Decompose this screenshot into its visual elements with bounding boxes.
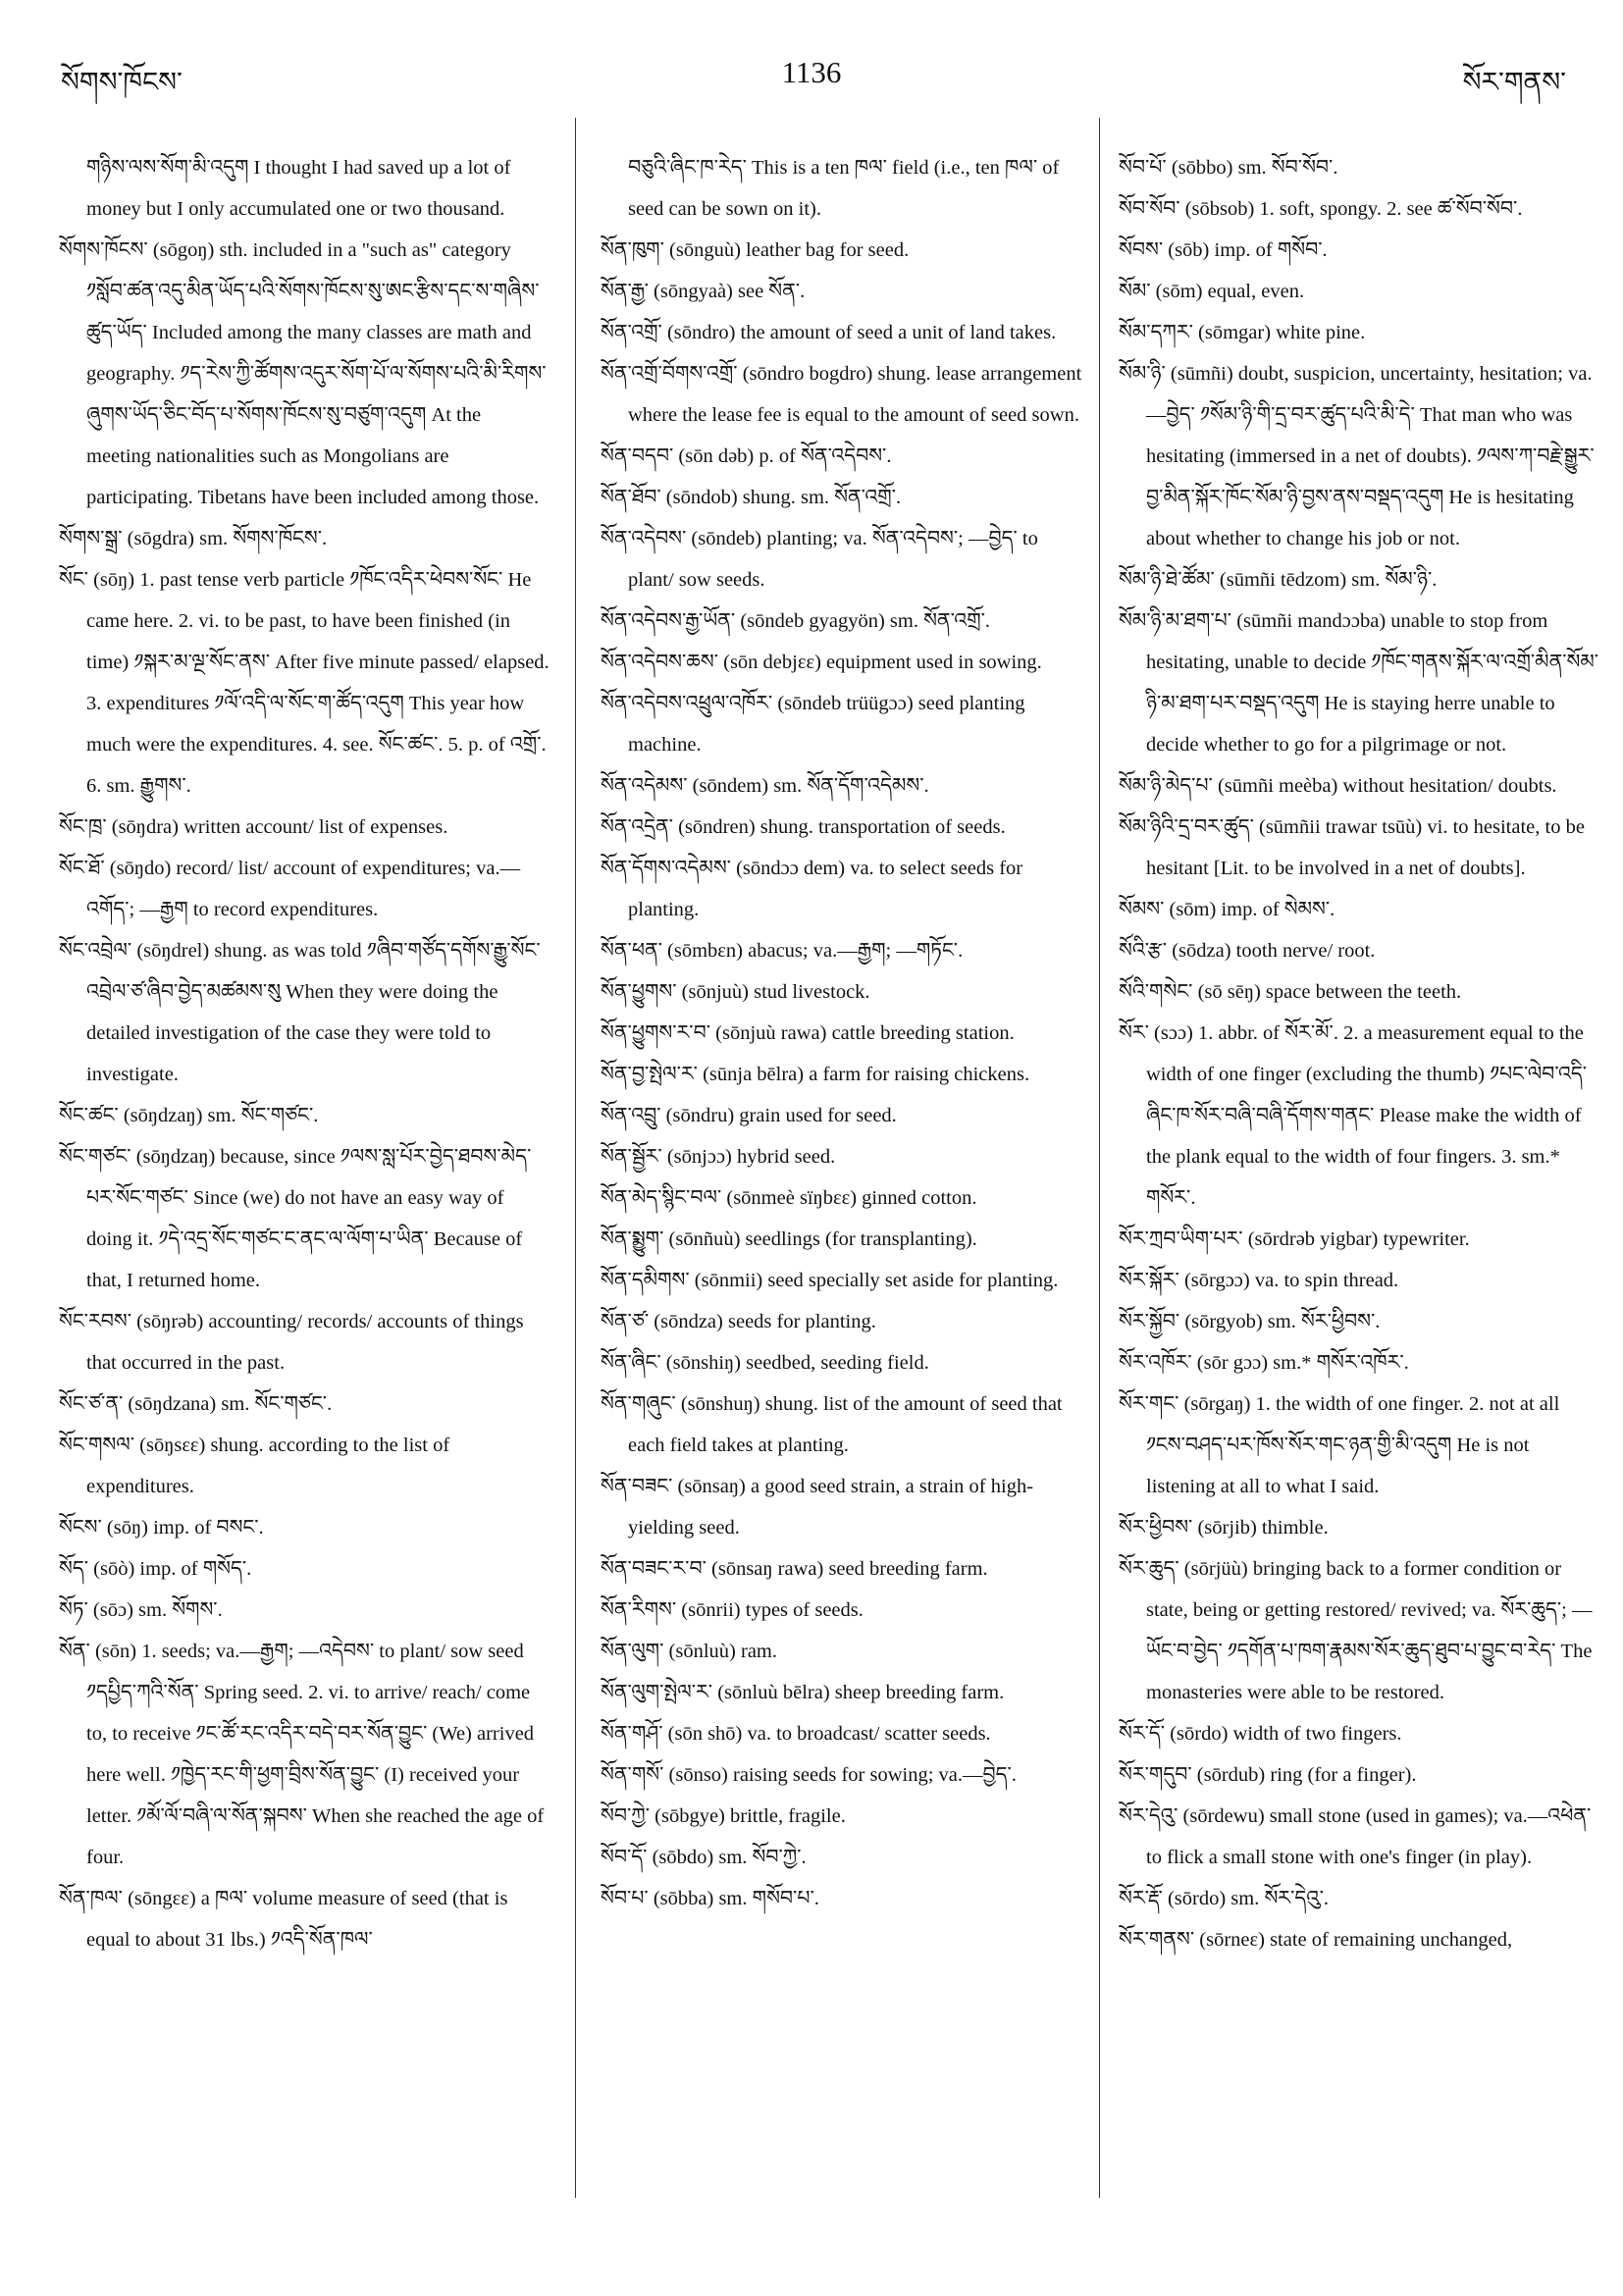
dictionary-entry: སོན་འདེམས་ (sōndem) sm. སོན་དོག་འདེམས་. bbox=[601, 775, 929, 797]
dictionary-entry: སོན་དམིགས་ (sōnmii) seed specially set aside for planting. bbox=[601, 1270, 1059, 1291]
dictionary-entry: སོར་ཆུད་ (sōrjüù) bringing back to a former condition or state, being or getting restored/ revived; va. སོར་ཆུད་; —ཡོང་བ་བྱེད་ ༡དགོན་པ་ཁག་རྣམས་སོར་ཆུད་ཐུབ་པ་བྱུང་བ་རེད་ The monasteries were able to be restored. bbox=[1119, 1558, 1593, 1703]
dictionary-entry: སོན་གཞུང་ (sōnshuŋ) shung. list of the amount of seed that each field takes at planting. bbox=[601, 1393, 1063, 1456]
dictionary-entry: སོམ་དཀར་ (sōmgar) white pine. bbox=[1119, 322, 1366, 343]
dictionary-entry: སོང་ཁྲ་ (sōŋdra) written account/ list of expenses. bbox=[59, 816, 448, 838]
dictionary-entry: སོན་མེད་སྙིང་བལ་ (sōnmeè sïŋbεε) ginned cotton. bbox=[601, 1187, 977, 1209]
dictionary-entry: སོབ་དོ་ (sōbdo) sm. སོབ་ཀྱེ་. bbox=[601, 1847, 807, 1868]
dictionary-entry: སོང་ཚང་ (sōŋdzaŋ) sm. སོང་གཙང་. bbox=[59, 1105, 319, 1126]
dictionary-entry: སོད་ (sōò) imp. of གསོད་. bbox=[59, 1558, 252, 1580]
dictionary-entry: སོན་ལུག་ (sōnluù) ram. bbox=[601, 1641, 777, 1662]
dictionary-entry: སོངས་ (sōŋ) imp. of བསང་. bbox=[59, 1517, 264, 1539]
dictionary-entry: སོན་ཕྱུགས་ (sōnjuù) stud livestock. bbox=[601, 981, 870, 1003]
dictionary-entry: སོར་དེའུ་ (sōrdewu) small stone (used in games); va.—འཕེན་ to flick a small stone with one's finger (in play). bbox=[1119, 1805, 1592, 1868]
dictionary-entry: སོའི་རྩ་ (sōdza) tooth nerve/ root. bbox=[1119, 940, 1376, 962]
dictionary-entry: སོན་འདེབས་རྒྱ་ཡོན་ (sōndeb gyagyön) sm. སོན་འགྲོ་. bbox=[601, 610, 991, 632]
column-1 bbox=[59, 147, 550, 1960]
dictionary-entry: སོང་ཐོ་ (sōŋdo) record/ list/ account of expenditures; va.—འགོད་; —རྒྱག to record expenditures. bbox=[59, 858, 521, 920]
dictionary-entry: སོམ་ཉིའི་དྲ་བར་ཚུད་ (sūmñii trawar tsūù) vi. to hesitate, to be hesitant [Lit. to be involved in a net of doubts]. bbox=[1119, 816, 1585, 879]
dictionary-entry: སོན་སྨྱུག་ (sōnñuù) seedlings (for transplanting). bbox=[601, 1228, 977, 1250]
dictionary-entry: སོང་ཙ་ན་ (sōŋdzana) sm. སོང་གཙང་. bbox=[59, 1393, 333, 1415]
dictionary-entry: སོན་གསོ་ (sōnso) raising seeds for sowing; va.—བྱེད་. bbox=[601, 1764, 1017, 1786]
entry-continuation: གཉིས་ལས་སོག་མི་འདུག I thought I had saved up a lot of money but I only accumulated one or two thousand. bbox=[86, 157, 511, 220]
dictionary-entry: སོན་ཁལ་ (sōngεε) a ཁལ་ volume measure of seed (that is equal to about 31 lbs.) ༡འདི་སོན་ཁལ་ bbox=[59, 1888, 508, 1951]
dictionary-entry: སོང་རབས་ (sōŋrəb) accounting/ records/ accounts of things that occurred in the past. bbox=[59, 1311, 524, 1374]
dictionary-entry: སོམ་ཉི་ཐེ་ཚོམ་ (sūmñi tēdzom) sm. སོམ་ཉི་. bbox=[1119, 569, 1438, 591]
dictionary-entry: སོན་སྦྱོར་ (sōnjɔɔ) hybrid seed. bbox=[601, 1146, 836, 1168]
dictionary-entry: སོན་འབྲུ་ (sōndru) grain used for seed. bbox=[601, 1105, 897, 1126]
dictionary-entry: སོམ་ཉི་མ་ཐག་པ་ (sūmñi mandɔɔba) unable to stop from hesitating, unable to decide ༡ཁོང་གནས་སྐོར་ལ་འགྲོ་མིན་སོམ་ཉི་མ་ཐག་པར་བསྡད་འདུག He is staying herre unable to decide whether to go for a pilgrimage or not. bbox=[1119, 610, 1599, 756]
dictionary-entry: སོར་གནས་ (sōrneε) state of remaining unchanged, bbox=[1119, 1929, 1513, 1951]
dictionary-entry: སོན་འགྲོ་ (sōndro) the amount of seed a unit of land takes. bbox=[601, 322, 1057, 343]
dictionary-entry: སོར་འཁོར་ (sōr gɔɔ) sm.* གསོར་འཁོར་. bbox=[1119, 1352, 1409, 1374]
dictionary-entry: སོན་ཞིང་ (sōnshiŋ) seedbed, seeding field. bbox=[601, 1352, 929, 1374]
dictionary-entry: སོན་ (sōn) 1. seeds; va.—རྒྱག; —འདེབས་ to plant/ sow seed ༡དཔྱིད་ཀའི་སོན་ Spring seed. 2. vi. to arrive/ reach/ come to, to receive ༡ང་ཚོ་རང་འདིར་བདེ་བར་སོན་བྱུང་ (We) arrived here well. ༡ཁྱེད་རང་གི་ཕྱག་བྲིས་སོན་བྱུང་ (I) received your letter. ༡མོ་ལོ་བཞི་ལ་སོན་སྐབས་ When she reached the age of four. bbox=[59, 1641, 545, 1868]
running-head-right: སོར་གནས་ bbox=[1462, 68, 1566, 98]
column-3 bbox=[1119, 147, 1599, 1960]
dictionary-entry: སོབས་ (sōb) imp. of གསོབ་. bbox=[1119, 239, 1328, 261]
page-number: 1136 bbox=[781, 55, 842, 89]
dictionary-entry: སོན་བཟང་ (sōnsaŋ) a good seed strain, a strain of high-yielding seed. bbox=[601, 1476, 1034, 1539]
dictionary-entry: སོན་བཟང་ར་བ་ (sōnsaŋ rawa) seed breeding farm. bbox=[601, 1558, 988, 1580]
dictionary-entry: སོན་གཤོ་ (sōn shō) va. to broadcast/ scatter seeds. bbox=[601, 1723, 991, 1745]
dictionary-entry: སོབ་པོ་ (sōbbo) sm. སོབ་སོབ་. bbox=[1119, 157, 1338, 179]
dictionary-entry: སོན་ཙ་ (sōndza) seeds for planting. bbox=[601, 1311, 876, 1332]
dictionary-entry: སོན་རིགས་ (sōnrii) types of seeds. bbox=[601, 1599, 864, 1621]
column-rule bbox=[1099, 118, 1100, 2198]
dictionary-entry: སོབ་ཀྱེ་ (sōbgye) brittle, fragile. bbox=[601, 1805, 846, 1827]
entry-continuation: བཅུའི་ཞིང་ཁ་རེད་ This is a ten ཁལ་ field (i.e., ten ཁལ་ of seed can be sown on it). bbox=[628, 157, 1060, 220]
dictionary-entry: སོར་རྡོ་ (sōrdo) sm. སོར་དེའུ་. bbox=[1119, 1888, 1330, 1909]
column-rule bbox=[575, 118, 576, 2198]
dictionary-entry: སོང་གཙང་ (sōŋdzaŋ) because, since ༡ལས་སླ་པོར་བྱེད་ཐབས་མེད་པར་སོང་གཙང་ Since (we) do not have an easy way of doing it. ༡དེ་འདྲ་སོང་གཙང་ང་ནང་ལ་ལོག་པ་ཡིན་ Because of that, I returned home. bbox=[59, 1146, 532, 1291]
dictionary-entry: སོམ་ཉི་མེད་པ་ (sūmñi meèba) without hesitation/ doubts. bbox=[1119, 775, 1557, 797]
dictionary-entry: སོན་འདྲེན་ (sōndren) shung. transportation of seeds. bbox=[601, 816, 1006, 838]
dictionary-entry: སོན་རྒྱ་ (sōngyaà) see སོན་. bbox=[601, 281, 806, 302]
dictionary-entry: སོར་དོ་ (sōrdo) width of two fingers. bbox=[1119, 1723, 1402, 1745]
dictionary-entry: སོམས་ (sōm) imp. of སེམས་. bbox=[1119, 899, 1335, 920]
dictionary-entry: སོན་འགྲོ་བོགས་འགྲོ་ (sōndro bogdro) shung. lease arrangement where the lease fee is equal to the amount of seed sown. bbox=[601, 363, 1082, 426]
dictionary-entry: སོན་བྱ་སྤེལ་ར་ (sūnja bēlra) a farm for raising chickens. bbox=[601, 1064, 1030, 1085]
running-head-left: སོགས་ཁོངས་ bbox=[61, 68, 183, 98]
dictionary-entry: སོང་ (sōŋ) 1. past tense verb particle ༡ཁོང་འདིར་ཕེབས་སོང་ He came here. 2. vi. to be past, to have been finished (in time) ༡སྐར་མ་ལྔ་སོང་ནས་ After five minute passed/ elapsed. 3. expenditures ༡ལོ་འདི་ལ་སོང་ག་ཚོད་འདུག This year how much were the expenditures. 4. see. སོང་ཚང་. 5. p. of འགྲོ་. 6. sm. རྒྱུགས་. bbox=[59, 569, 550, 797]
dictionary-entry: སོན་འདེབས་འཕྲུལ་འཁོར་ (sōndeb trüügɔɔ) seed planting machine. bbox=[601, 693, 1025, 756]
dictionary-entry: སོམ་ཉི་ (sūmñi) doubt, suspicion, uncertainty, hesitation; va.—བྱེད་ ༡སོམ་ཉི་གི་དྲ་བར་ཚུད་པའི་མི་དེ་ That man who was hesitating (immersed in a net of doubts). ༡ལས་ཀ་བརྗེ་སྒྱུར་བྱ་མིན་སྐོར་ཁོང་སོམ་ཉི་བྱས་ནས་བསྡད་འདུག He is hesitating about whether to change his job or not. bbox=[1119, 363, 1595, 549]
dictionary-entry: སོའི་གསེང་ (sō sēŋ) space between the teeth. bbox=[1119, 981, 1462, 1003]
dictionary-entry: སོར་ཀྲབ་ཡིག་པར་ (sōrdrəb yigbar) typewriter. bbox=[1119, 1228, 1470, 1250]
dictionary-entry: སོན་ཕན་ (sōmbεn) abacus; va.—རྒྱག; —གཏོང་. bbox=[601, 940, 964, 962]
dictionary-entry: སོར་ (sɔɔ) 1. abbr. of སོར་མོ་. 2. a measurement equal to the width of one finger (excluding the thumb) ༡པང་ལེབ་འདི་ཞིང་ཁ་སོར་བཞི་བཞི་དོགས་གནང་ Please make the width of the plank equal to the width of four fingers. 3. sm.* གསོར་. bbox=[1119, 1022, 1588, 1209]
column-2 bbox=[601, 147, 1086, 1919]
dictionary-entry: སོར་སྐྱོབ་ (sōrgyob) sm. སོར་ཕྱིབས་. bbox=[1119, 1311, 1381, 1332]
dictionary-entry: སོགས་སྒྲ་ (sōgdra) sm. སོགས་ཁོངས་. bbox=[59, 528, 328, 549]
dictionary-entry: སོར་སྐོར་ (sōrgɔɔ) va. to spin thread. bbox=[1119, 1270, 1399, 1291]
dictionary-entry: སོན་བདབ་ (sōn dəb) p. of སོན་འདེབས་. bbox=[601, 445, 892, 467]
dictionary-entry: སོབ་སོབ་ (sōbsob) 1. soft, spongy. 2. see ཚ་སོབ་སོབ་. bbox=[1119, 198, 1523, 220]
dictionary-entry: སོར་གང་ (sōrgaŋ) 1. the width of one finger. 2. not at all ༡ངས་བཤད་པར་ཁོས་སོར་གང་ཉན་གྱི་མི་འདུག He is not listening at all to what I said. bbox=[1119, 1393, 1560, 1497]
dictionary-entry: སོར་ཕྱིབས་ (sōrjib) thimble. bbox=[1119, 1517, 1329, 1539]
dictionary-entry: སོང་འབྲེལ་ (sōŋdrel) shung. as was told ༡ཞིབ་གཙོད་དགོས་རྒྱུ་སོང་འབྲེལ་ཙ་ཞིབ་བྱེད་མཚམས་སུ When they were doing the detailed investigation of the case they were told to investigate. bbox=[59, 940, 541, 1085]
dictionary-entry: སོན་དོགས་འདེམས་ (sōndɔɔ dem) va. to select seeds for planting. bbox=[601, 858, 1023, 920]
dictionary-entry: སོཏ་ (sōɔ) sm. སོགས་. bbox=[59, 1599, 223, 1621]
dictionary-entry: སོང་གསལ་ (sōŋsεε) shung. according to the list of expenditures. bbox=[59, 1435, 450, 1497]
dictionary-entry: སོན་འདེབས་ཆས་ (sōn debjεε) equipment used in sowing. bbox=[601, 652, 1042, 673]
dictionary-entry: སོན་འདེབས་ (sōndeb) planting; va. སོན་འདེབས་; —བྱེད་ to plant/ sow seeds. bbox=[601, 528, 1038, 591]
dictionary-entry: སོན་ཁུག་ (sōnguù) leather bag for seed. bbox=[601, 239, 910, 261]
dictionary-entry: སོབ་པ་ (sōbba) sm. གསོབ་པ་. bbox=[601, 1888, 819, 1909]
dictionary-entry: སོམ་ (sōm) equal, even. bbox=[1119, 281, 1305, 302]
dictionary-entry: སོན་ལུག་སྤེལ་ར་ (sōnluù bēlra) sheep breeding farm. bbox=[601, 1682, 1005, 1703]
dictionary-entry: སོན་ཐོབ་ (sōndob) shung. sm. སོན་འགྲོ་. bbox=[601, 487, 902, 508]
dictionary-entry: སོན་ཕྱུགས་ར་བ་ (sōnjuù rawa) cattle breeding station. bbox=[601, 1022, 1015, 1044]
dictionary-entry: སོར་གདུབ་ (sōrdub) ring (for a finger). bbox=[1119, 1764, 1417, 1786]
dictionary-entry: སོགས་ཁོངས་ (sōgoŋ) sth. included in a "such as" category ༡སློབ་ཚན་འདུ་མིན་ཡོད་པའི་སོགས་ཁོངས་སུ་ཨང་རྩིས་དང་ས་གཞིས་ཚུད་ཡོད་ Included among the many classes are math and geography. ༡ད་རེས་ཀྱི་ཚོགས་འདུར་སོག་པོ་ལ་སོགས་པའི་མི་རིགས་ཞུགས་ཡོད་ཅིང་བོད་པ་སོགས་ཁོངས་སུ་བཙུག་འདུག At the meeting nationalities such as Mongolians are participating. Tibetans have been included among those. bbox=[59, 239, 547, 508]
